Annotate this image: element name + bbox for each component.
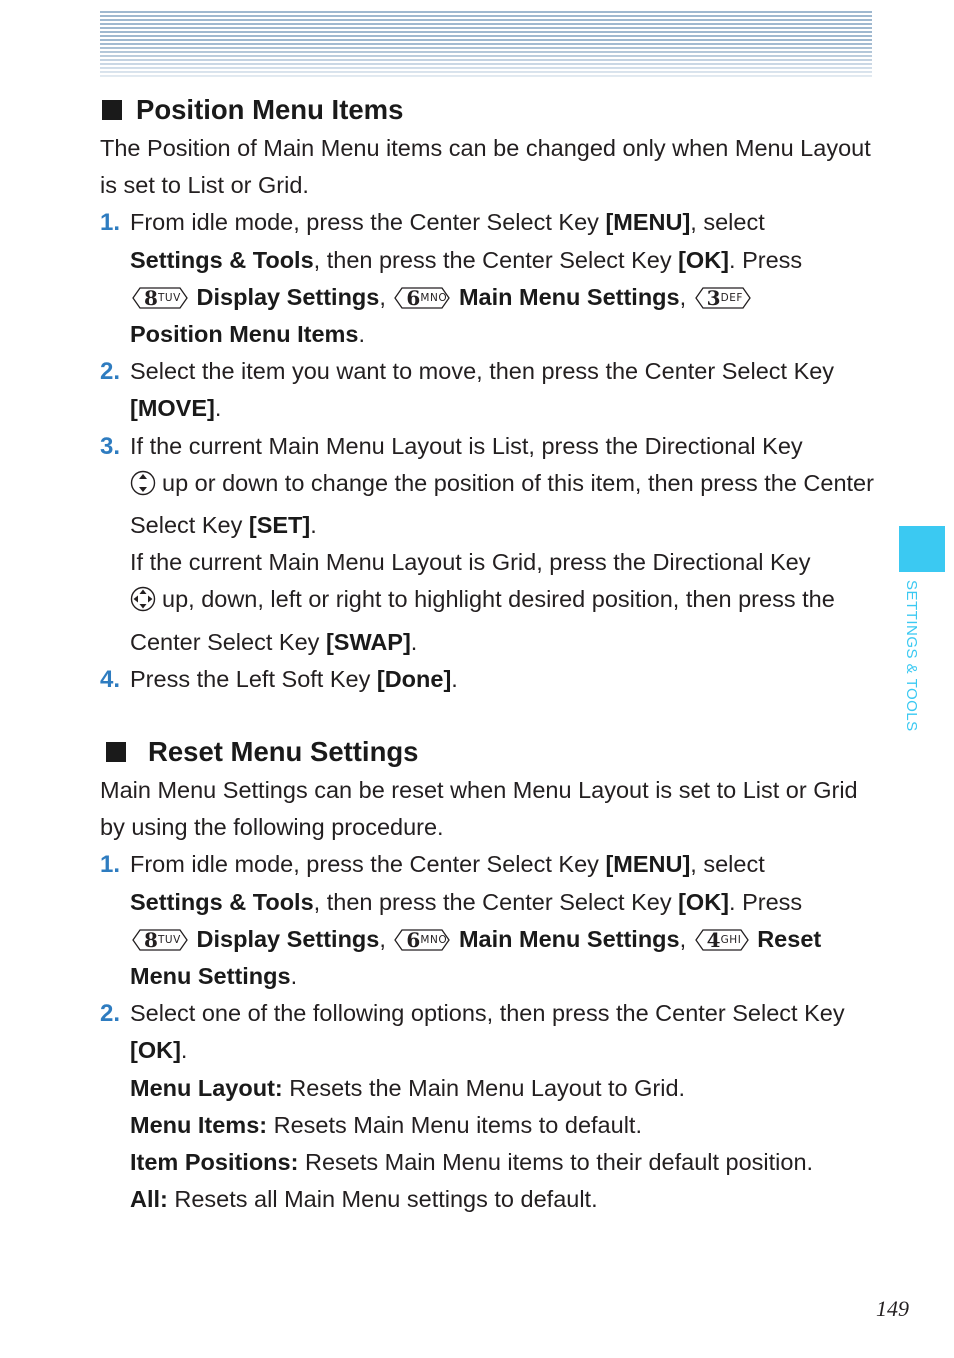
step: 1. From idle mode, press the Center Select Key [MENU], select Settings & Tools, then press the Center Select Key [OK]. Press 8 TUV Display Settings, 6 MNO Main Menu Settings, 4 GHI Reset Menu Settings.	[100, 851, 822, 990]
header-banner	[100, 11, 872, 79]
section-title: Position Menu Items	[100, 90, 880, 130]
step-list	[100, 204, 880, 698]
key-6-icon: 6 MNO	[394, 287, 450, 309]
page-content	[100, 90, 880, 1218]
section-reset-menu-settings	[100, 732, 880, 1218]
directional-key-up-down-icon	[130, 470, 156, 507]
page-number: 149	[876, 1296, 909, 1321]
option-item-positions: Item Positions: Resets Main Menu items to their default position.	[130, 1149, 814, 1176]
square-bullet-icon	[102, 100, 122, 120]
step: 2. Select one of the following options, then press the Center Select Key [OK].	[100, 1000, 845, 1064]
option-all: All: Resets all Main Menu settings to default.	[130, 1186, 598, 1213]
step: 2. Select the item you want to move, then press the Center Select Key [MOVE].	[100, 358, 835, 422]
sidebar-label: SETTINGS & TOOLS	[903, 580, 920, 732]
step-list	[100, 846, 880, 1069]
square-bullet-icon	[106, 742, 126, 762]
key-4-icon: 4 GHI	[695, 929, 749, 951]
section-title: Reset Menu Settings	[100, 732, 880, 772]
option-menu-items: Menu Items: Resets Main Menu items to default.	[130, 1111, 642, 1138]
section-position-menu-items	[100, 90, 880, 698]
key-6-icon: 6 MNO	[394, 929, 450, 951]
key-8-icon: 8 TUV	[132, 929, 188, 951]
directional-key-four-way-icon	[130, 586, 156, 623]
section-intro: The Position of Main Menu items can be changed only when Menu Layout is set to List or Grid.	[100, 135, 871, 199]
section-tab-marker	[899, 526, 945, 572]
step: 1. From idle mode, press the Center Select Key [MENU], select Settings & Tools, then press the Center Select Key [OK]. Press 8 TUV Display Settings, 6 MNO Main Menu Settings, 3 DEF Position Menu Items.	[100, 209, 803, 348]
key-8-icon: 8 TUV	[132, 287, 188, 309]
key-3-icon: 3 DEF	[695, 287, 751, 309]
step: 3. If the current Main Menu Layout is List, press the Directional Key up or down to change the position of this item, then press the Center Select Key [SET]. If the current Main Menu Layout is Grid, press the Directional Key up, down, left or right to highlight desired position, then press the Center Select Key [SWAP].	[100, 432, 874, 655]
step: 4. Press the Left Soft Key [Done].	[100, 665, 458, 693]
option-menu-layout: Menu Layout: Resets the Main Menu Layout to Grid.	[130, 1074, 686, 1101]
section-intro: Main Menu Settings can be reset when Menu Layout is set to List or Grid by using the following procedure.	[100, 777, 858, 841]
